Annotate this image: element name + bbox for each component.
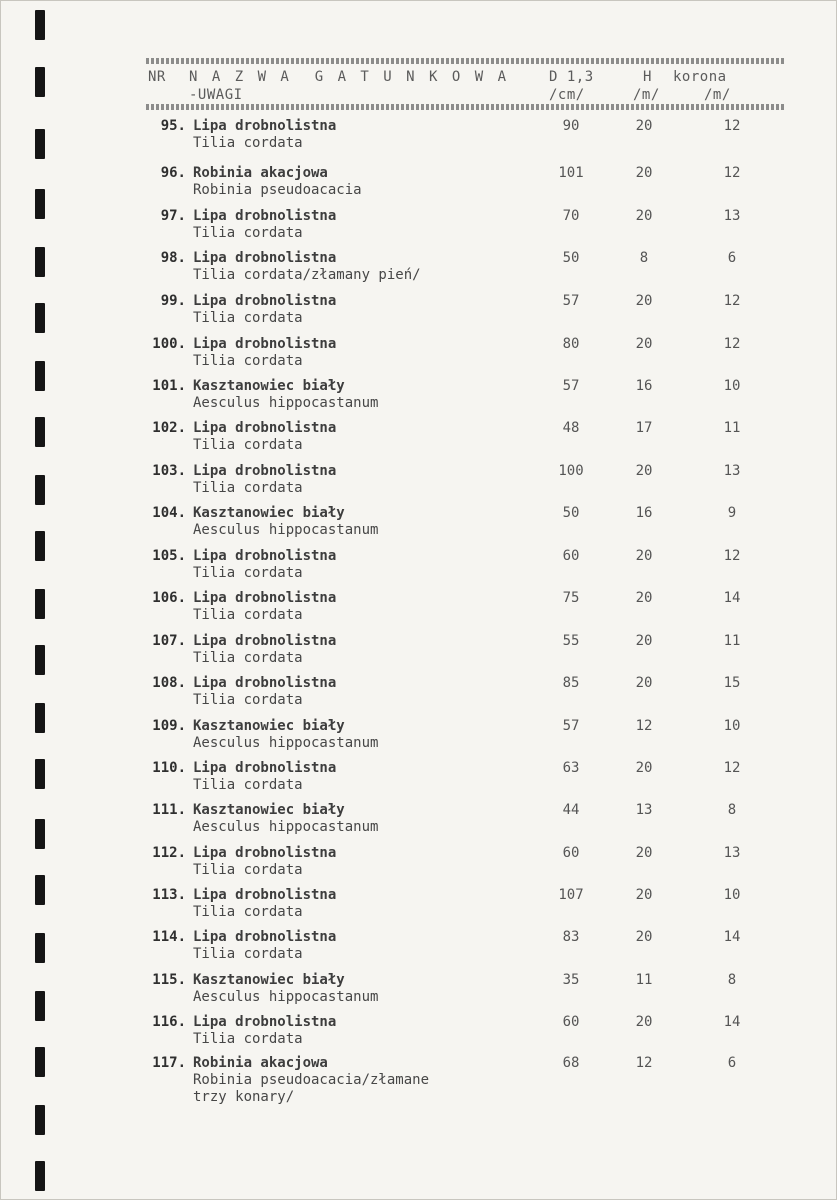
species-name — [193, 378, 378, 412]
species-latin-name: Tilia cordata — [193, 692, 303, 708]
species-common-name: Kasztanowiec biały — [193, 378, 345, 394]
diameter-value: 50 — [562, 250, 580, 266]
height-value: 8 — [639, 250, 649, 266]
species-name — [193, 845, 336, 879]
species-latin-name: Tilia cordata — [193, 310, 303, 326]
diameter-value: 48 — [562, 420, 580, 436]
table-row — [1, 378, 837, 420]
table-row — [1, 420, 837, 462]
species-latin-name: Tilia cordata — [193, 862, 303, 878]
height-value: 12 — [635, 718, 653, 734]
row-number: 117. — [152, 1055, 186, 1071]
row-number: 108. — [152, 675, 186, 691]
species-common-name: Lipa drobnolistna — [193, 463, 337, 479]
header-h-label: H — [643, 69, 652, 85]
crown-value: 10 — [723, 378, 741, 394]
header-d-unit: /cm/ — [549, 87, 585, 103]
species-name — [193, 760, 336, 794]
header-bottom-rule — [146, 104, 786, 110]
height-value: 12 — [635, 1055, 653, 1071]
crown-value: 14 — [723, 929, 741, 945]
species-common-name: Lipa drobnolistna — [193, 633, 337, 649]
species-common-name: Lipa drobnolistna — [193, 293, 337, 309]
species-name — [193, 293, 336, 327]
row-number: 103. — [152, 463, 186, 479]
species-name — [193, 208, 336, 242]
diameter-value: 63 — [562, 760, 580, 776]
row-number: 102. — [152, 420, 186, 436]
table-row — [1, 802, 837, 844]
row-number: 110. — [152, 760, 186, 776]
row-number: 96. — [160, 165, 186, 181]
crown-value: 13 — [723, 845, 741, 861]
row-number: 114. — [152, 929, 186, 945]
height-value: 20 — [635, 590, 653, 606]
header-h-unit: /m/ — [633, 87, 660, 103]
species-name — [193, 118, 336, 152]
binding-mark — [35, 10, 45, 40]
header-korona-unit: /m/ — [704, 87, 731, 103]
table-row — [1, 675, 837, 717]
species-name — [193, 675, 336, 709]
height-value: 20 — [635, 548, 653, 564]
height-value: 20 — [635, 208, 653, 224]
species-latin-name: Aesculus hippocastanum — [193, 395, 379, 411]
diameter-value: 60 — [562, 1014, 580, 1030]
species-common-name: Lipa drobnolistna — [193, 548, 337, 564]
crown-value: 12 — [723, 336, 741, 352]
table-row — [1, 293, 837, 335]
species-name — [193, 1055, 429, 1106]
diameter-value: 85 — [562, 675, 580, 691]
diameter-value: 57 — [562, 293, 580, 309]
binding-mark — [35, 67, 45, 97]
crown-value: 12 — [723, 548, 741, 564]
species-name — [193, 463, 336, 497]
table-row — [1, 845, 837, 887]
row-number: 112. — [152, 845, 186, 861]
crown-value: 12 — [723, 118, 741, 134]
species-common-name: Lipa drobnolistna — [193, 250, 337, 266]
crown-value: 12 — [723, 293, 741, 309]
species-latin-name: Tilia cordata — [193, 437, 303, 453]
species-latin-name: Tilia cordata — [193, 135, 303, 151]
height-value: 17 — [635, 420, 653, 436]
species-latin-name: Aesculus hippocastanum — [193, 735, 379, 751]
species-latin-name: Aesculus hippocastanum — [193, 522, 379, 538]
crown-value: 11 — [723, 633, 741, 649]
crown-value: 13 — [723, 208, 741, 224]
height-value: 20 — [635, 633, 653, 649]
species-common-name: Lipa drobnolistna — [193, 1014, 337, 1030]
crown-value: 14 — [723, 1014, 741, 1030]
table-row — [1, 1055, 837, 1105]
header-uwagi: -UWAGI — [189, 87, 243, 103]
table-row — [1, 1014, 837, 1056]
species-latin-name: Robinia pseudoacacia/złamane — [193, 1072, 430, 1088]
species-common-name: Lipa drobnolistna — [193, 336, 337, 352]
table-row — [1, 760, 837, 802]
table-row — [1, 336, 837, 378]
crown-value: 9 — [727, 505, 737, 521]
table-row — [1, 972, 837, 1014]
species-latin-name: Tilia cordata — [193, 777, 303, 793]
row-number: 109. — [152, 718, 186, 734]
species-common-name: Lipa drobnolistna — [193, 887, 337, 903]
row-number: 107. — [152, 633, 186, 649]
species-common-name: Lipa drobnolistna — [193, 208, 337, 224]
table-row — [1, 463, 837, 505]
diameter-value: 100 — [558, 463, 584, 479]
species-latin-name: Aesculus hippocastanum — [193, 989, 379, 1005]
species-latin-name: Tilia cordata — [193, 650, 303, 666]
diameter-value: 83 — [562, 929, 580, 945]
row-number: 101. — [152, 378, 186, 394]
species-common-name: Lipa drobnolistna — [193, 420, 337, 436]
height-value: 20 — [635, 887, 653, 903]
row-number: 95. — [160, 118, 186, 134]
header-top-rule — [146, 58, 786, 64]
diameter-value: 80 — [562, 336, 580, 352]
height-value: 20 — [635, 845, 653, 861]
table-row — [1, 250, 837, 292]
species-common-name: Robinia akacjowa — [193, 1055, 328, 1071]
species-name — [193, 972, 378, 1006]
height-value: 20 — [635, 165, 653, 181]
species-latin-name: Tilia cordata — [193, 225, 303, 241]
row-number: 100. — [152, 336, 186, 352]
row-number: 116. — [152, 1014, 186, 1030]
row-number: 99. — [160, 293, 186, 309]
diameter-value: 60 — [562, 845, 580, 861]
crown-value: 11 — [723, 420, 741, 436]
height-value: 16 — [635, 378, 653, 394]
diameter-value: 90 — [562, 118, 580, 134]
species-common-name: Lipa drobnolistna — [193, 590, 337, 606]
row-number: 113. — [152, 887, 186, 903]
species-common-name: Robinia akacjowa — [193, 165, 328, 181]
binding-mark — [35, 1105, 45, 1135]
header-nr: NR — [148, 69, 166, 85]
table-row — [1, 718, 837, 760]
row-number: 97. — [160, 208, 186, 224]
diameter-value: 55 — [562, 633, 580, 649]
diameter-value: 75 — [562, 590, 580, 606]
row-number: 105. — [152, 548, 186, 564]
species-common-name: Lipa drobnolistna — [193, 675, 337, 691]
height-value: 20 — [635, 293, 653, 309]
species-latin-name: Tilia cordata — [193, 1031, 303, 1047]
table-row — [1, 118, 837, 160]
diameter-value: 107 — [558, 887, 584, 903]
header-name: N A Z W A G A T U N K O W A — [189, 69, 510, 85]
species-latin-name: Robinia pseudoacacia — [193, 182, 362, 198]
species-common-name: Lipa drobnolistna — [193, 118, 337, 134]
table-row — [1, 590, 837, 632]
header-korona-label: korona — [673, 69, 727, 85]
species-remark-continued: trzy konary/ — [193, 1089, 295, 1105]
table-row — [1, 548, 837, 590]
table-row — [1, 505, 837, 547]
species-common-name: Lipa drobnolistna — [193, 845, 337, 861]
species-latin-name: Tilia cordata — [193, 946, 303, 962]
height-value: 13 — [635, 802, 653, 818]
species-name — [193, 887, 336, 921]
height-value: 20 — [635, 675, 653, 691]
species-name — [193, 718, 378, 752]
header-d-label: D 1,3 — [549, 69, 594, 85]
diameter-value: 35 — [562, 972, 580, 988]
species-name — [193, 250, 421, 284]
species-name — [193, 548, 336, 582]
crown-value: 12 — [723, 760, 741, 776]
species-name — [193, 1014, 336, 1048]
table-row — [1, 887, 837, 929]
species-name — [193, 802, 378, 836]
height-value: 20 — [635, 118, 653, 134]
binding-mark — [35, 1161, 45, 1191]
diameter-value: 50 — [562, 505, 580, 521]
species-latin-name: Tilia cordata — [193, 353, 303, 369]
species-name — [193, 505, 378, 539]
crown-value: 6 — [727, 250, 737, 266]
row-number: 98. — [160, 250, 186, 266]
species-name — [193, 590, 336, 624]
table-row — [1, 208, 837, 250]
crown-value: 14 — [723, 590, 741, 606]
crown-value: 8 — [727, 972, 737, 988]
species-common-name: Kasztanowiec biały — [193, 802, 345, 818]
species-common-name: Lipa drobnolistna — [193, 760, 337, 776]
height-value: 20 — [635, 929, 653, 945]
crown-value: 13 — [723, 463, 741, 479]
species-common-name: Kasztanowiec biały — [193, 718, 345, 734]
species-name — [193, 633, 336, 667]
diameter-value: 57 — [562, 718, 580, 734]
species-latin-name: Tilia cordata — [193, 607, 303, 623]
crown-value: 6 — [727, 1055, 737, 1071]
crown-value: 10 — [723, 718, 741, 734]
row-number: 104. — [152, 505, 186, 521]
species-latin-name: Tilia cordata — [193, 480, 303, 496]
species-name — [193, 420, 336, 454]
table-row — [1, 929, 837, 971]
height-value: 20 — [635, 463, 653, 479]
height-value: 20 — [635, 336, 653, 352]
species-common-name: Kasztanowiec biały — [193, 972, 345, 988]
diameter-value: 60 — [562, 548, 580, 564]
species-latin-name: Tilia cordata — [193, 565, 303, 581]
crown-value: 15 — [723, 675, 741, 691]
row-number: 106. — [152, 590, 186, 606]
row-number: 111. — [152, 802, 186, 818]
diameter-value: 68 — [562, 1055, 580, 1071]
species-common-name: Kasztanowiec biały — [193, 505, 345, 521]
height-value: 16 — [635, 505, 653, 521]
species-latin-name: Tilia cordata — [193, 904, 303, 920]
species-latin-name: Tilia cordata/złamany pień/ — [193, 267, 421, 283]
species-name — [193, 336, 336, 370]
diameter-value: 101 — [558, 165, 584, 181]
table-row — [1, 633, 837, 675]
height-value: 11 — [635, 972, 653, 988]
row-number: 115. — [152, 972, 186, 988]
diameter-value: 44 — [562, 802, 580, 818]
height-value: 20 — [635, 760, 653, 776]
species-name — [193, 165, 362, 199]
diameter-value: 57 — [562, 378, 580, 394]
species-latin-name: Aesculus hippocastanum — [193, 819, 379, 835]
crown-value: 10 — [723, 887, 741, 903]
height-value: 20 — [635, 1014, 653, 1030]
crown-value: 8 — [727, 802, 737, 818]
table-row — [1, 165, 837, 207]
species-name — [193, 929, 336, 963]
crown-value: 12 — [723, 165, 741, 181]
species-common-name: Lipa drobnolistna — [193, 929, 337, 945]
diameter-value: 70 — [562, 208, 580, 224]
